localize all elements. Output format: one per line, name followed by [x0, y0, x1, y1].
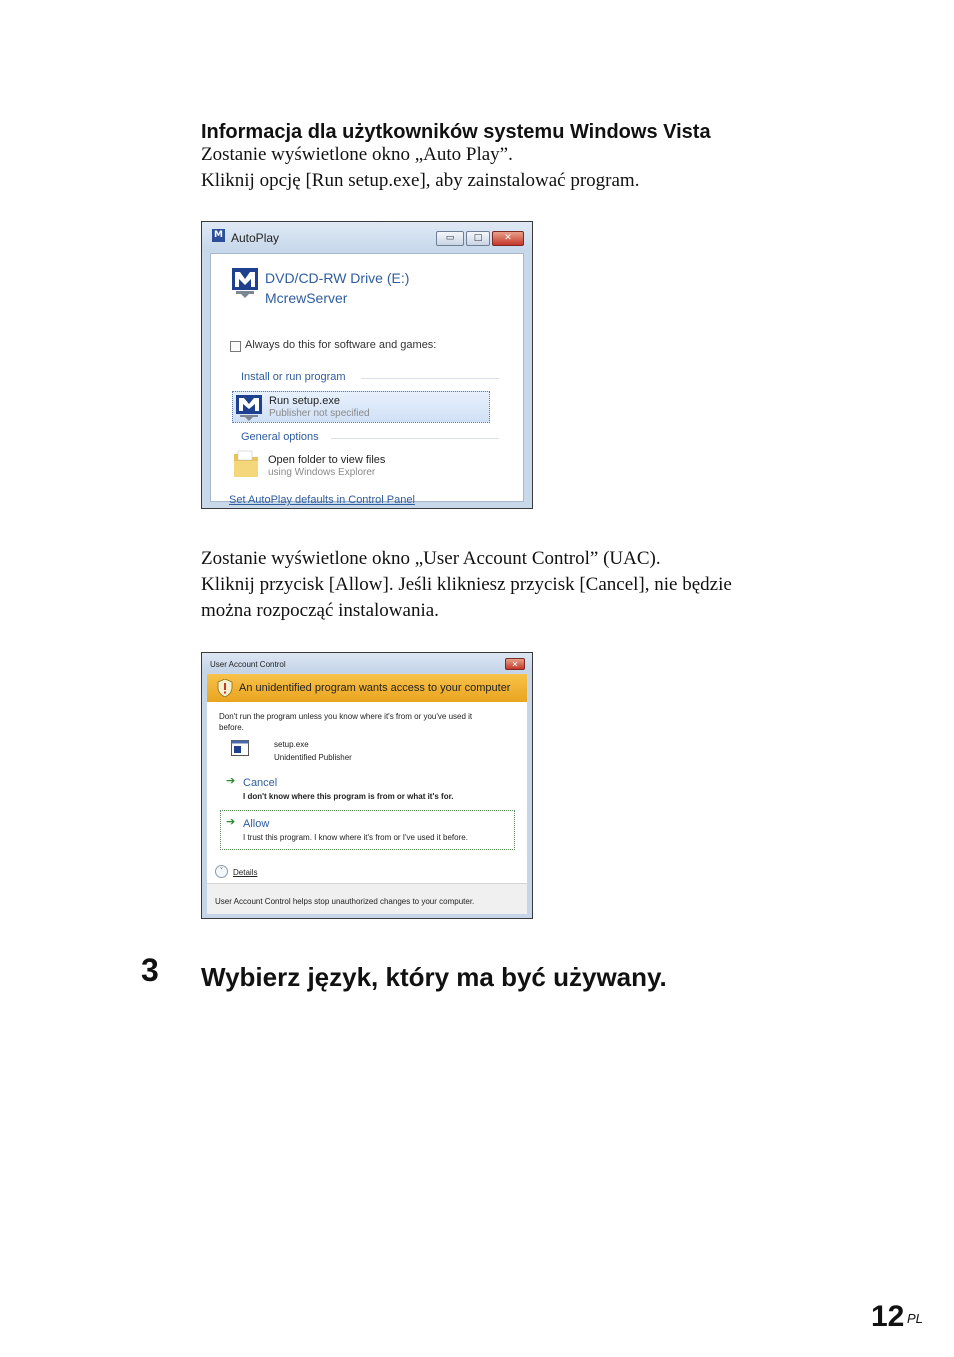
program-icon: [231, 740, 249, 756]
uac-banner: [207, 674, 527, 702]
allow-option[interactable]: Allow: [243, 818, 270, 830]
page-language: PL: [907, 1311, 923, 1326]
cancel-option[interactable]: Cancel: [243, 777, 278, 789]
uac-titlebar: [202, 653, 532, 673]
run-setup-title: Run setup.exe: [269, 395, 340, 407]
uac-warning-line1: Don't run the program unless you know where it's from or you've used it: [219, 712, 473, 721]
step-number: 3: [141, 952, 159, 988]
autoplay-app-icon: M: [212, 229, 225, 242]
open-folder-sub: using Windows Explorer: [268, 467, 376, 478]
uac-footer-text: User Account Control helps stop unauthorized changes to your computer.: [215, 897, 475, 906]
autoplay-window: [201, 221, 533, 509]
uac-client: [207, 674, 527, 914]
uac-warning: [219, 711, 509, 733]
autoplay-title: AutoPlay: [231, 231, 280, 245]
autoplay-defaults-link[interactable]: Set AutoPlay defaults in Control Panel: [229, 494, 415, 506]
open-folder-title[interactable]: Open folder to view files: [268, 454, 386, 466]
uac-title: User Account Control: [210, 660, 286, 669]
uac-intro-line2: Kliknij przycisk [Allow]. Jeśli klikniesz przycisk [Cancel], nie będzie: [201, 574, 732, 595]
always-do-this-checkbox[interactable]: [230, 341, 241, 352]
cancel-arrow-icon: ➔: [226, 774, 236, 787]
run-setup-publisher: Publisher not specified: [269, 408, 370, 419]
chevron-down-icon[interactable]: ˅: [215, 865, 228, 878]
allow-description: I trust this program. I know where it's from or I've used it before.: [243, 833, 468, 842]
step-title: Wybierz język, który ma być używany.: [201, 962, 667, 992]
uac-intro-line1: Zostanie wyświetlone okno „User Account Control” (UAC).: [201, 548, 661, 569]
group-install-divider: [361, 378, 499, 379]
page-number: 12: [871, 1300, 905, 1333]
drive-label: McrewServer: [265, 290, 348, 306]
folder-icon: [232, 449, 260, 479]
details-toggle[interactable]: Details: [233, 868, 258, 877]
program-publisher: Unidentified Publisher: [274, 753, 352, 762]
uac-window: [201, 652, 533, 919]
group-general-label: General options: [241, 431, 319, 443]
close-button[interactable]: ✕: [492, 231, 524, 246]
uac-close-button[interactable]: ✕: [505, 658, 525, 670]
uac-warning-line2: before.: [219, 723, 244, 732]
section-heading: Informacja dla użytkowników systemu Windows Vista: [201, 121, 711, 143]
program-name: setup.exe: [274, 740, 309, 749]
autoplay-titlebar: [202, 222, 532, 252]
run-setup-option[interactable]: [232, 391, 490, 423]
always-do-this-label: Always do this for software and games:: [245, 339, 437, 351]
shield-warning-icon: [217, 679, 233, 697]
uac-intro-line3: można rozpocząć instalowania.: [201, 600, 439, 621]
minimize-button[interactable]: ▭: [436, 231, 464, 246]
group-install-label: Install or run program: [241, 371, 346, 383]
maximize-button[interactable]: □: [466, 231, 490, 246]
uac-footer: [207, 883, 527, 914]
uac-banner-text: An unidentified program wants access to your computer: [239, 682, 511, 694]
cd-drive-icon: [232, 268, 258, 298]
cancel-description: I don't know where this program is from or what it's for.: [243, 792, 454, 801]
drive-title: [265, 268, 409, 308]
autoplay-client: [210, 253, 524, 506]
autoplay-intro-line2: Kliknij opcję [Run setup.exe], aby zainstalować program.: [201, 170, 640, 191]
autoplay-intro-line1: Zostanie wyświetlone okno „Auto Play”.: [201, 144, 513, 165]
setup-program-icon: [236, 395, 262, 421]
drive-name: DVD/CD-RW Drive (E:): [265, 270, 410, 286]
allow-option-box[interactable]: [220, 810, 515, 850]
allow-arrow-icon: ➔: [226, 815, 236, 828]
group-general-divider: [331, 438, 499, 439]
